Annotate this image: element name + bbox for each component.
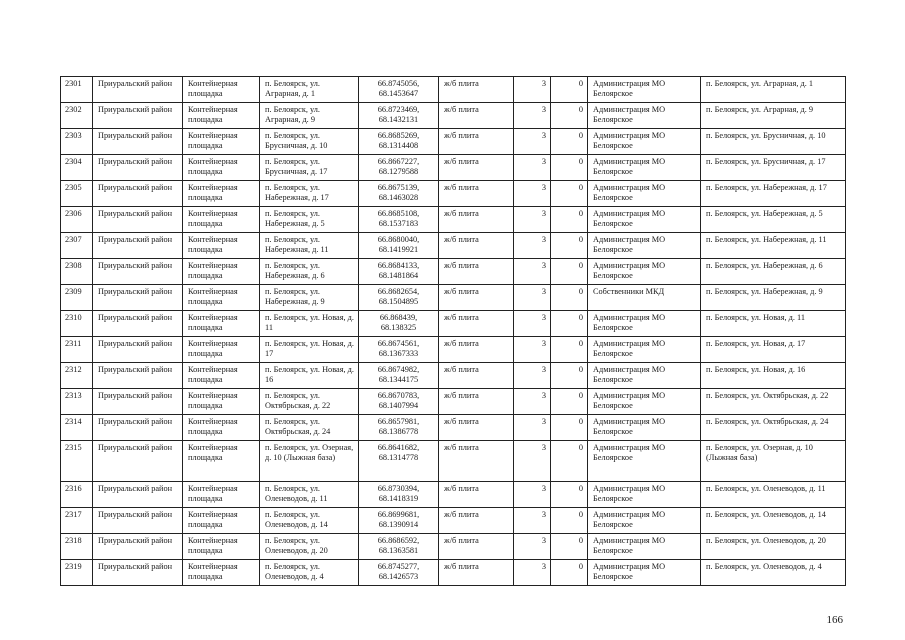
- cell-bunkers: 0: [551, 389, 588, 415]
- cell-bunkers: 0: [551, 311, 588, 337]
- cell-coordinates: 66.8657981, 68.1386778: [359, 415, 439, 441]
- cell-owner: Администрация МО Белоярское: [588, 389, 701, 415]
- cell-bunkers: 0: [551, 207, 588, 233]
- table-row: [61, 389, 846, 415]
- cell-waste-source: п. Белоярск, ул. Набережная, д. 6: [701, 259, 846, 285]
- cell-number: 2302: [61, 103, 93, 129]
- cell-surface: ж/б плита: [439, 233, 514, 259]
- cell-surface: ж/б плита: [439, 77, 514, 103]
- cell-containers: 3: [514, 482, 551, 508]
- cell-coordinates: 66.8670783, 68.1407994: [359, 389, 439, 415]
- cell-district: Приуральский район: [93, 77, 183, 103]
- cell-district: Приуральский район: [93, 129, 183, 155]
- cell-surface: ж/б плита: [439, 441, 514, 482]
- cell-site-type: Контейнерная площадка: [183, 389, 260, 415]
- page-number: 166: [826, 614, 843, 626]
- cell-owner: Собственники МКД: [588, 285, 701, 311]
- cell-bunkers: 0: [551, 415, 588, 441]
- cell-owner: Администрация МО Белоярское: [588, 363, 701, 389]
- cell-bunkers: 0: [551, 155, 588, 181]
- cell-number: 2304: [61, 155, 93, 181]
- cell-owner: Администрация МО Белоярское: [588, 482, 701, 508]
- cell-address: п. Белоярск, ул. Оленеводов, д. 20: [260, 534, 359, 560]
- table-row: [61, 534, 846, 560]
- cell-bunkers: 0: [551, 103, 588, 129]
- cell-containers: 3: [514, 560, 551, 586]
- cell-district: Приуральский район: [93, 389, 183, 415]
- cell-number: 2312: [61, 363, 93, 389]
- cell-coordinates: 66.8685269, 68.1314408: [359, 129, 439, 155]
- cell-district: Приуральский район: [93, 508, 183, 534]
- table-row: [61, 103, 846, 129]
- cell-district: Приуральский район: [93, 207, 183, 233]
- cell-waste-source: п. Белоярск, ул. Аграрная, д. 1: [701, 77, 846, 103]
- cell-waste-source: п. Белоярск, ул. Оленеводов, д. 14: [701, 508, 846, 534]
- cell-district: Приуральский район: [93, 155, 183, 181]
- cell-coordinates: 66.8699681, 68.1390914: [359, 508, 439, 534]
- table-row: [61, 441, 846, 482]
- cell-owner: Администрация МО Белоярское: [588, 233, 701, 259]
- cell-district: Приуральский район: [93, 181, 183, 207]
- cell-containers: 3: [514, 363, 551, 389]
- cell-address: п. Белоярск, ул. Озерная, д. 10 (Лыжная база): [260, 441, 359, 482]
- cell-district: Приуральский район: [93, 482, 183, 508]
- cell-address: п. Белоярск, ул. Октябрьская, д. 24: [260, 415, 359, 441]
- cell-waste-source: п. Белоярск, ул. Новая, д. 11: [701, 311, 846, 337]
- table-row: [61, 233, 846, 259]
- cell-surface: ж/б плита: [439, 207, 514, 233]
- cell-district: Приуральский район: [93, 337, 183, 363]
- cell-bunkers: 0: [551, 441, 588, 482]
- cell-surface: ж/б плита: [439, 103, 514, 129]
- cell-surface: ж/б плита: [439, 415, 514, 441]
- cell-containers: 3: [514, 441, 551, 482]
- cell-containers: 3: [514, 311, 551, 337]
- cell-address: п. Белоярск, ул. Новая, д. 11: [260, 311, 359, 337]
- cell-containers: 3: [514, 285, 551, 311]
- cell-district: Приуральский район: [93, 560, 183, 586]
- cell-owner: Администрация МО Белоярское: [588, 207, 701, 233]
- cell-containers: 3: [514, 233, 551, 259]
- cell-address: п. Белоярск, ул. Аграрная, д. 9: [260, 103, 359, 129]
- cell-owner: Администрация МО Белоярское: [588, 560, 701, 586]
- table-row: [61, 259, 846, 285]
- cell-coordinates: 66.8682654, 68.1504895: [359, 285, 439, 311]
- table-row: [61, 129, 846, 155]
- cell-district: Приуральский район: [93, 259, 183, 285]
- cell-site-type: Контейнерная площадка: [183, 508, 260, 534]
- cell-coordinates: 66.8680040, 68.1419921: [359, 233, 439, 259]
- cell-waste-source: п. Белоярск, ул. Оленеводов, д. 20: [701, 534, 846, 560]
- cell-site-type: Контейнерная площадка: [183, 207, 260, 233]
- cell-number: 2306: [61, 207, 93, 233]
- cell-address: п. Белоярск, ул. Новая, д. 16: [260, 363, 359, 389]
- cell-number: 2308: [61, 259, 93, 285]
- cell-district: Приуральский район: [93, 311, 183, 337]
- cell-containers: 3: [514, 181, 551, 207]
- cell-number: 2301: [61, 77, 93, 103]
- cell-bunkers: 0: [551, 534, 588, 560]
- cell-number: 2314: [61, 415, 93, 441]
- cell-address: п. Белоярск, ул. Октябрьская, д. 22: [260, 389, 359, 415]
- cell-address: п. Белоярск, ул. Оленеводов, д. 4: [260, 560, 359, 586]
- cell-waste-source: п. Белоярск, ул. Набережная, д. 5: [701, 207, 846, 233]
- cell-address: п. Белоярск, ул. Оленеводов, д. 11: [260, 482, 359, 508]
- cell-containers: 3: [514, 534, 551, 560]
- cell-number: 2317: [61, 508, 93, 534]
- cell-containers: 3: [514, 103, 551, 129]
- cell-waste-source: п. Белоярск, ул. Новая, д. 16: [701, 363, 846, 389]
- cell-coordinates: 66.8641682, 68.1314778: [359, 441, 439, 482]
- cell-owner: Администрация МО Белоярское: [588, 103, 701, 129]
- cell-surface: ж/б плита: [439, 534, 514, 560]
- cell-bunkers: 0: [551, 482, 588, 508]
- cell-containers: 3: [514, 508, 551, 534]
- cell-address: п. Белоярск, ул. Оленеводов, д. 14: [260, 508, 359, 534]
- cell-owner: Администрация МО Белоярское: [588, 311, 701, 337]
- cell-surface: ж/б плита: [439, 259, 514, 285]
- table-row: [61, 155, 846, 181]
- table-row: [61, 285, 846, 311]
- cell-bunkers: 0: [551, 233, 588, 259]
- cell-number: 2310: [61, 311, 93, 337]
- cell-bunkers: 0: [551, 285, 588, 311]
- cell-site-type: Контейнерная площадка: [183, 311, 260, 337]
- cell-number: 2313: [61, 389, 93, 415]
- cell-owner: Администрация МО Белоярское: [588, 337, 701, 363]
- cell-address: п. Белоярск, ул. Брусничная, д. 10: [260, 129, 359, 155]
- cell-site-type: Контейнерная площадка: [183, 560, 260, 586]
- cell-site-type: Контейнерная площадка: [183, 77, 260, 103]
- cell-address: п. Белоярск, ул. Набережная, д. 5: [260, 207, 359, 233]
- cell-district: Приуральский район: [93, 233, 183, 259]
- cell-coordinates: 66.8730394, 68.1418319: [359, 482, 439, 508]
- cell-waste-source: п. Белоярск, ул. Набережная, д. 11: [701, 233, 846, 259]
- cell-bunkers: 0: [551, 508, 588, 534]
- cell-surface: ж/б плита: [439, 181, 514, 207]
- cell-district: Приуральский район: [93, 103, 183, 129]
- cell-district: Приуральский район: [93, 534, 183, 560]
- cell-address: п. Белоярск, ул. Аграрная, д. 1: [260, 77, 359, 103]
- cell-containers: 3: [514, 77, 551, 103]
- cell-address: п. Белоярск, ул. Набережная, д. 9: [260, 285, 359, 311]
- cell-surface: ж/б плита: [439, 285, 514, 311]
- cell-address: п. Белоярск, ул. Набережная, д. 11: [260, 233, 359, 259]
- cell-surface: ж/б плита: [439, 337, 514, 363]
- cell-owner: Администрация МО Белоярское: [588, 259, 701, 285]
- cell-owner: Администрация МО Белоярское: [588, 441, 701, 482]
- cell-coordinates: 66.8674561, 68.1367333: [359, 337, 439, 363]
- cell-waste-source: п. Белоярск, ул. Озерная, д. 10 (Лыжная база): [701, 441, 846, 482]
- cell-owner: Администрация МО Белоярское: [588, 155, 701, 181]
- cell-number: 2311: [61, 337, 93, 363]
- cell-number: 2316: [61, 482, 93, 508]
- cell-site-type: Контейнерная площадка: [183, 259, 260, 285]
- cell-surface: ж/б плита: [439, 155, 514, 181]
- cell-bunkers: 0: [551, 129, 588, 155]
- cell-containers: 3: [514, 155, 551, 181]
- table-row: [61, 363, 846, 389]
- table-row: [61, 508, 846, 534]
- cell-containers: 3: [514, 259, 551, 285]
- cell-bunkers: 0: [551, 259, 588, 285]
- table-row: [61, 482, 846, 508]
- cell-district: Приуральский район: [93, 285, 183, 311]
- cell-address: п. Белоярск, ул. Новая, д. 17: [260, 337, 359, 363]
- cell-coordinates: 66.8745056, 68.1453647: [359, 77, 439, 103]
- registry-table: [60, 76, 846, 586]
- cell-site-type: Контейнерная площадка: [183, 337, 260, 363]
- cell-waste-source: п. Белоярск, ул. Аграрная, д. 9: [701, 103, 846, 129]
- cell-waste-source: п. Белоярск, ул. Набережная, д. 9: [701, 285, 846, 311]
- cell-containers: 3: [514, 337, 551, 363]
- cell-containers: 3: [514, 207, 551, 233]
- cell-waste-source: п. Белоярск, ул. Брусничная, д. 17: [701, 155, 846, 181]
- cell-coordinates: 66.8686592, 68.1363581: [359, 534, 439, 560]
- cell-owner: Администрация МО Белоярское: [588, 77, 701, 103]
- cell-coordinates: 66.8723469, 68.1432131: [359, 103, 439, 129]
- cell-address: п. Белоярск, ул. Набережная, д. 17: [260, 181, 359, 207]
- cell-site-type: Контейнерная площадка: [183, 233, 260, 259]
- cell-number: 2319: [61, 560, 93, 586]
- cell-number: 2305: [61, 181, 93, 207]
- cell-bunkers: 0: [551, 77, 588, 103]
- cell-owner: Администрация МО Белоярское: [588, 415, 701, 441]
- table-row: [61, 415, 846, 441]
- cell-coordinates: 66.8667227, 68.1279588: [359, 155, 439, 181]
- table-row: [61, 560, 846, 586]
- cell-surface: ж/б плита: [439, 560, 514, 586]
- registry-body: [61, 77, 846, 586]
- cell-site-type: Контейнерная площадка: [183, 534, 260, 560]
- cell-site-type: Контейнерная площадка: [183, 155, 260, 181]
- cell-address: п. Белоярск, ул. Брусничная, д. 17: [260, 155, 359, 181]
- cell-owner: Администрация МО Белоярское: [588, 129, 701, 155]
- cell-surface: ж/б плита: [439, 482, 514, 508]
- table-row: [61, 337, 846, 363]
- cell-surface: ж/б плита: [439, 363, 514, 389]
- cell-number: 2307: [61, 233, 93, 259]
- cell-district: Приуральский район: [93, 363, 183, 389]
- cell-containers: 3: [514, 415, 551, 441]
- cell-site-type: Контейнерная площадка: [183, 415, 260, 441]
- cell-containers: 3: [514, 389, 551, 415]
- cell-address: п. Белоярск, ул. Набережная, д. 6: [260, 259, 359, 285]
- cell-owner: Администрация МО Белоярское: [588, 508, 701, 534]
- table-row: [61, 311, 846, 337]
- cell-coordinates: 66.8745277, 68.1426573: [359, 560, 439, 586]
- cell-bunkers: 0: [551, 560, 588, 586]
- cell-surface: ж/б плита: [439, 311, 514, 337]
- cell-district: Приуральский район: [93, 441, 183, 482]
- cell-number: 2309: [61, 285, 93, 311]
- cell-number: 2318: [61, 534, 93, 560]
- cell-bunkers: 0: [551, 181, 588, 207]
- cell-coordinates: 66.8674982, 68.1344175: [359, 363, 439, 389]
- cell-coordinates: 66.8684133, 68.1481864: [359, 259, 439, 285]
- cell-site-type: Контейнерная площадка: [183, 181, 260, 207]
- table-row: [61, 181, 846, 207]
- cell-waste-source: п. Белоярск, ул. Набережная, д. 17: [701, 181, 846, 207]
- cell-waste-source: п. Белоярск, ул. Оленеводов, д. 11: [701, 482, 846, 508]
- cell-surface: ж/б плита: [439, 129, 514, 155]
- cell-waste-source: п. Белоярск, ул. Новая, д. 17: [701, 337, 846, 363]
- cell-waste-source: п. Белоярск, ул. Октябрьская, д. 24: [701, 415, 846, 441]
- cell-waste-source: п. Белоярск, ул. Брусничная, д. 10: [701, 129, 846, 155]
- cell-site-type: Контейнерная площадка: [183, 129, 260, 155]
- cell-owner: Администрация МО Белоярское: [588, 534, 701, 560]
- cell-site-type: Контейнерная площадка: [183, 363, 260, 389]
- cell-number: 2303: [61, 129, 93, 155]
- cell-surface: ж/б плита: [439, 508, 514, 534]
- cell-site-type: Контейнерная площадка: [183, 441, 260, 482]
- cell-district: Приуральский район: [93, 415, 183, 441]
- cell-site-type: Контейнерная площадка: [183, 103, 260, 129]
- cell-owner: Администрация МО Белоярское: [588, 181, 701, 207]
- cell-waste-source: п. Белоярск, ул. Октябрьская, д. 22: [701, 389, 846, 415]
- cell-coordinates: 66.868439, 68.138325: [359, 311, 439, 337]
- table-row: [61, 207, 846, 233]
- cell-surface: ж/б плита: [439, 389, 514, 415]
- cell-site-type: Контейнерная площадка: [183, 482, 260, 508]
- cell-number: 2315: [61, 441, 93, 482]
- cell-coordinates: 66.8675139, 68.1463028: [359, 181, 439, 207]
- cell-site-type: Контейнерная площадка: [183, 285, 260, 311]
- cell-coordinates: 66.8685108, 68.1537183: [359, 207, 439, 233]
- table-row: [61, 77, 846, 103]
- cell-bunkers: 0: [551, 363, 588, 389]
- cell-waste-source: п. Белоярск, ул. Оленеводов, д. 4: [701, 560, 846, 586]
- cell-bunkers: 0: [551, 337, 588, 363]
- cell-containers: 3: [514, 129, 551, 155]
